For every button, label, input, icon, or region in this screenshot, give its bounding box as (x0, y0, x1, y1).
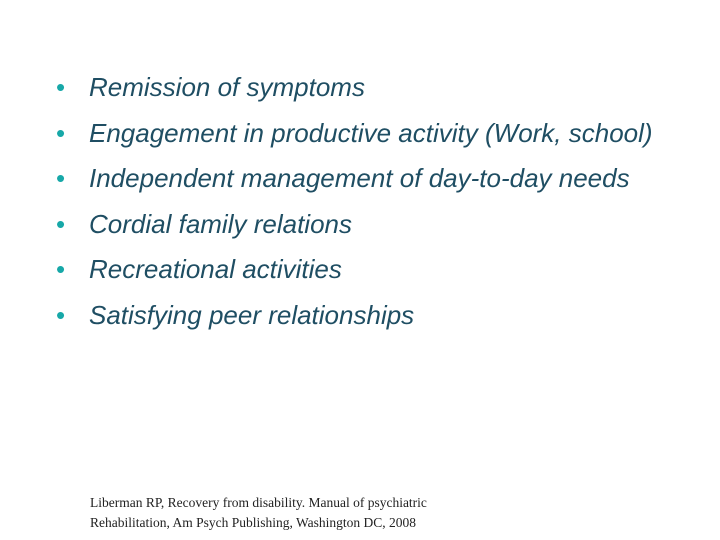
bullet-item (56, 252, 676, 286)
bullet-text: Satisfying peer relationships (89, 299, 415, 330)
bullet-text: Recreational activities (89, 254, 342, 284)
citation (90, 493, 650, 533)
bullet-icon: • (56, 208, 66, 239)
bullet-icon: • (56, 254, 66, 284)
bullet-list (56, 70, 676, 343)
bullet-item (56, 207, 676, 241)
bullet-text: Remission of symptoms (89, 72, 365, 102)
citation-line-2: Rehabilitation, Am Psych Publishing, Washington DC, 2008 (90, 515, 417, 530)
bullet-item (56, 116, 676, 150)
bullet-icon: • (56, 72, 66, 102)
bullet-icon: • (56, 117, 66, 148)
bullet-item (56, 161, 676, 195)
bullet-item (56, 298, 676, 332)
bullet-icon: • (56, 299, 66, 330)
bullet-text: Independent management of day-to-day needs (89, 163, 630, 193)
bullet-text: Cordial family relations (89, 208, 352, 239)
citation-line-1: Liberman RP, Recovery from disability. Manual of psychiatric (90, 495, 427, 510)
bullet-text: Engagement in productive activity (Work, school) (89, 117, 653, 148)
bullet-item (56, 70, 676, 104)
bullet-icon: • (56, 163, 66, 193)
